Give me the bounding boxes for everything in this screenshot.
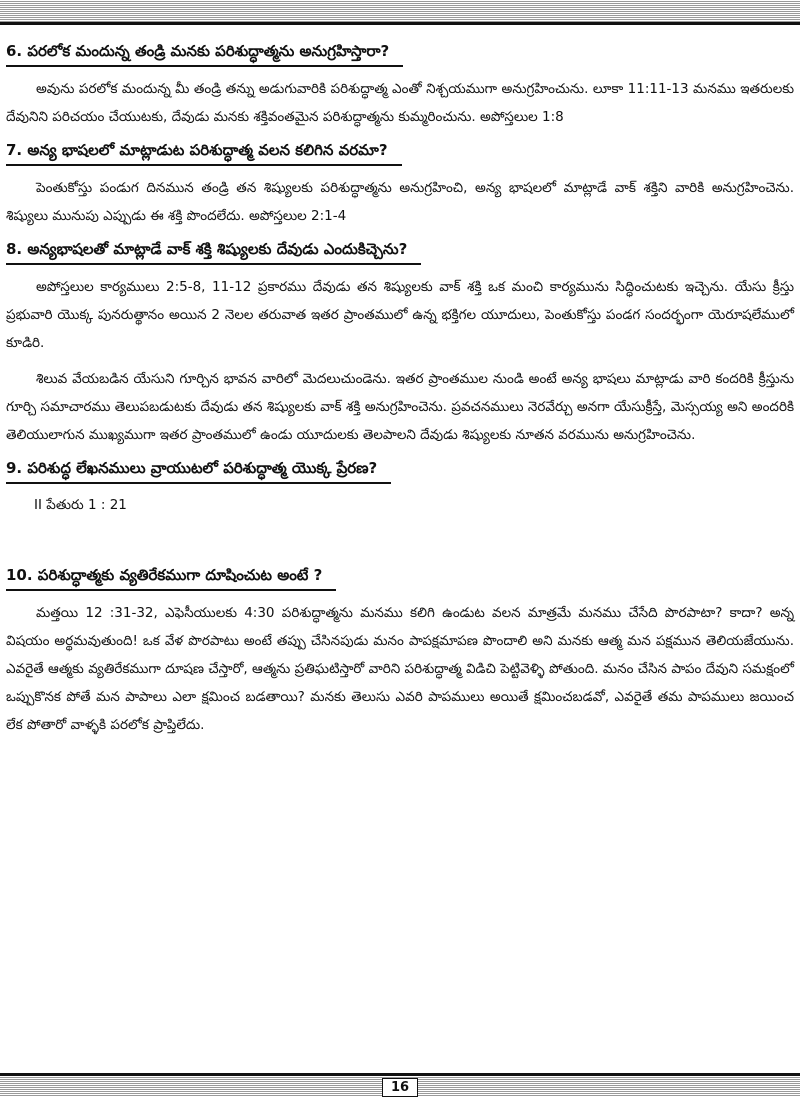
- section-6: [6, 40, 794, 131]
- top-rule: [0, 22, 800, 25]
- answer-paragraph: పెంతుకోస్తు పండుగ దినమున తండ్రి తన శిష్యులకు పరిశుద్ధాత్మను అనుగ్రహించి, అన్య భాషలలో మాట్లాడే వాక్ శక్తిని వారికి అనుగ్రహించెను. శిష్యులు మునుపు ఎప్పుడు ఈ శక్తి పొందలేదు. అపోస్తలుల 2:1-4: [6, 180, 794, 224]
- section-8: [6, 238, 794, 449]
- section-9: [6, 457, 794, 518]
- answer-paragraph: అపోస్తలుల కార్యములు 2:5-8, 11-12 ప్రకారము దేవుడు తన శిష్యులకు వాక్ శక్తి ఒక మంచి కార్యమును సిద్ధించుటకు ఇచ్చెను. యేసు క్రీస్తు ప్రభువారి యొక్క పునరుత్థానం అయిన 2 నెలల తరువాత ఇతర ప్రాంతములో ఉన్న భక్తిగల యూదులు, పెంతుకోస్తు పండగ సందర్భంగా యెరూషలేములో కూడిరి.: [6, 279, 794, 351]
- spacer: [6, 526, 794, 564]
- question-heading: 10. పరిశుద్ధాత్మకు వ్యతిరేకముగా దూషించుట అంటే ?: [6, 564, 336, 591]
- page-number: 16: [382, 1078, 418, 1097]
- answer-paragraph: మత్తయి 12 :31-32, ఎఫెసీయులకు 4:30 పరిశుద్ధాత్మను మనము కలిగి ఉండుట వలన మాత్రమే మనము చేసేది పొరపాటా? కాదా? అన్న విషయం అర్థమవుతుంది! ఒక వేళ పొరపాటు అంటే తప్పు చేసినపుడు మనం పాపక్షమాపణ పొందాలి అని మనకు ఆత్మ మన పక్షమున తెలియజేయును. ఎవరైతే ఆత్మకు వ్యతిరేకముగా దూషణ చేస్తారో, ఆత్మను ప్రతిఘటిస్తారో వారిని పరిశుద్ధాత్మ విడిచి పెట్టివెళ్ళి పోతుంది. మనం చేసిన పాపం దేవుని సమక్షంలో ఒప్పుకొనక పోతే మన పాపాలు ఎలా క్షమించ బడతాయి? మనకు తెలుసు ఎవరి పాపములు అయితే క్షమించబడవో, ఎవరైతే తమ పాపములు జయించ లేక పోతారో వాళ్ళకి పరలోక ప్రాప్తిలేదు.: [6, 605, 794, 733]
- scripture-reference: II పేతురు 1 : 21: [34, 497, 127, 513]
- top-hatched-band: [0, 0, 800, 22]
- question-heading: 8. అన్యభాషలతో మాట్లాడే వాక్ శక్తి శిష్యులకు దేవుడు ఎందుకిచ్చెను?: [6, 238, 421, 265]
- section-7: [6, 139, 794, 230]
- answer-paragraph: శిలువ వేయబడిన యేసుని గూర్చిన భావన వారిలో మెదలుచుండెను. ఇతర ప్రాంతముల నుండి అంటే అన్య భాషలు మాట్లాడు వారి కందరికి క్రీస్తును గూర్చి సమాచారము తెలుపబడుటకు దేవుడు తన శిష్యులకు వాక్ శక్తి అనుగ్రహించెను. ప్రవచనములు నెరవేర్చు అనగా యేసుక్రీస్తే, మెస్సయ్య అని అందరికి తెలియులాగున ముఖ్యముగా ఇతర ప్రాంతములో ఉండు యూదులకు తెలపాలని దేవుడు శిష్యులకు నూతన వరమును అనుగ్రహించెను.: [6, 371, 794, 443]
- answer-paragraph: అవును పరలోక మందున్న మీ తండ్రి తన్ను అడుగువారికి పరిశుద్ధాత్మ ఎంతో నిశ్చయముగా అనుగ్రహించును. లూకా 11:11-13 మనము ఇతరులకు దేవునిని పరిచయం చేయుటకు, దేవుడు మనకు శక్తివంతమైన పరిశుద్ధాత్మను కుమ్మరించును. అపోస్తలుల 1:8: [6, 81, 794, 125]
- question-heading: 7. అన్య భాషలలో మాట్లాడుట పరిశుద్ధాత్మ వలన కలిగిన వరమా?: [6, 139, 402, 166]
- question-heading: 6. పరలోక మందున్న తండ్రి మనకు పరిశుద్ధాత్మను అనుగ్రహిస్తారా?: [6, 40, 403, 67]
- section-10: [6, 564, 794, 739]
- question-heading: 9. పరిశుద్ధ లేఖనములు వ్రాయుటలో పరిశుద్ధాత్మ యొక్క ప్రేరణ?: [6, 457, 391, 484]
- page-content: [6, 40, 794, 747]
